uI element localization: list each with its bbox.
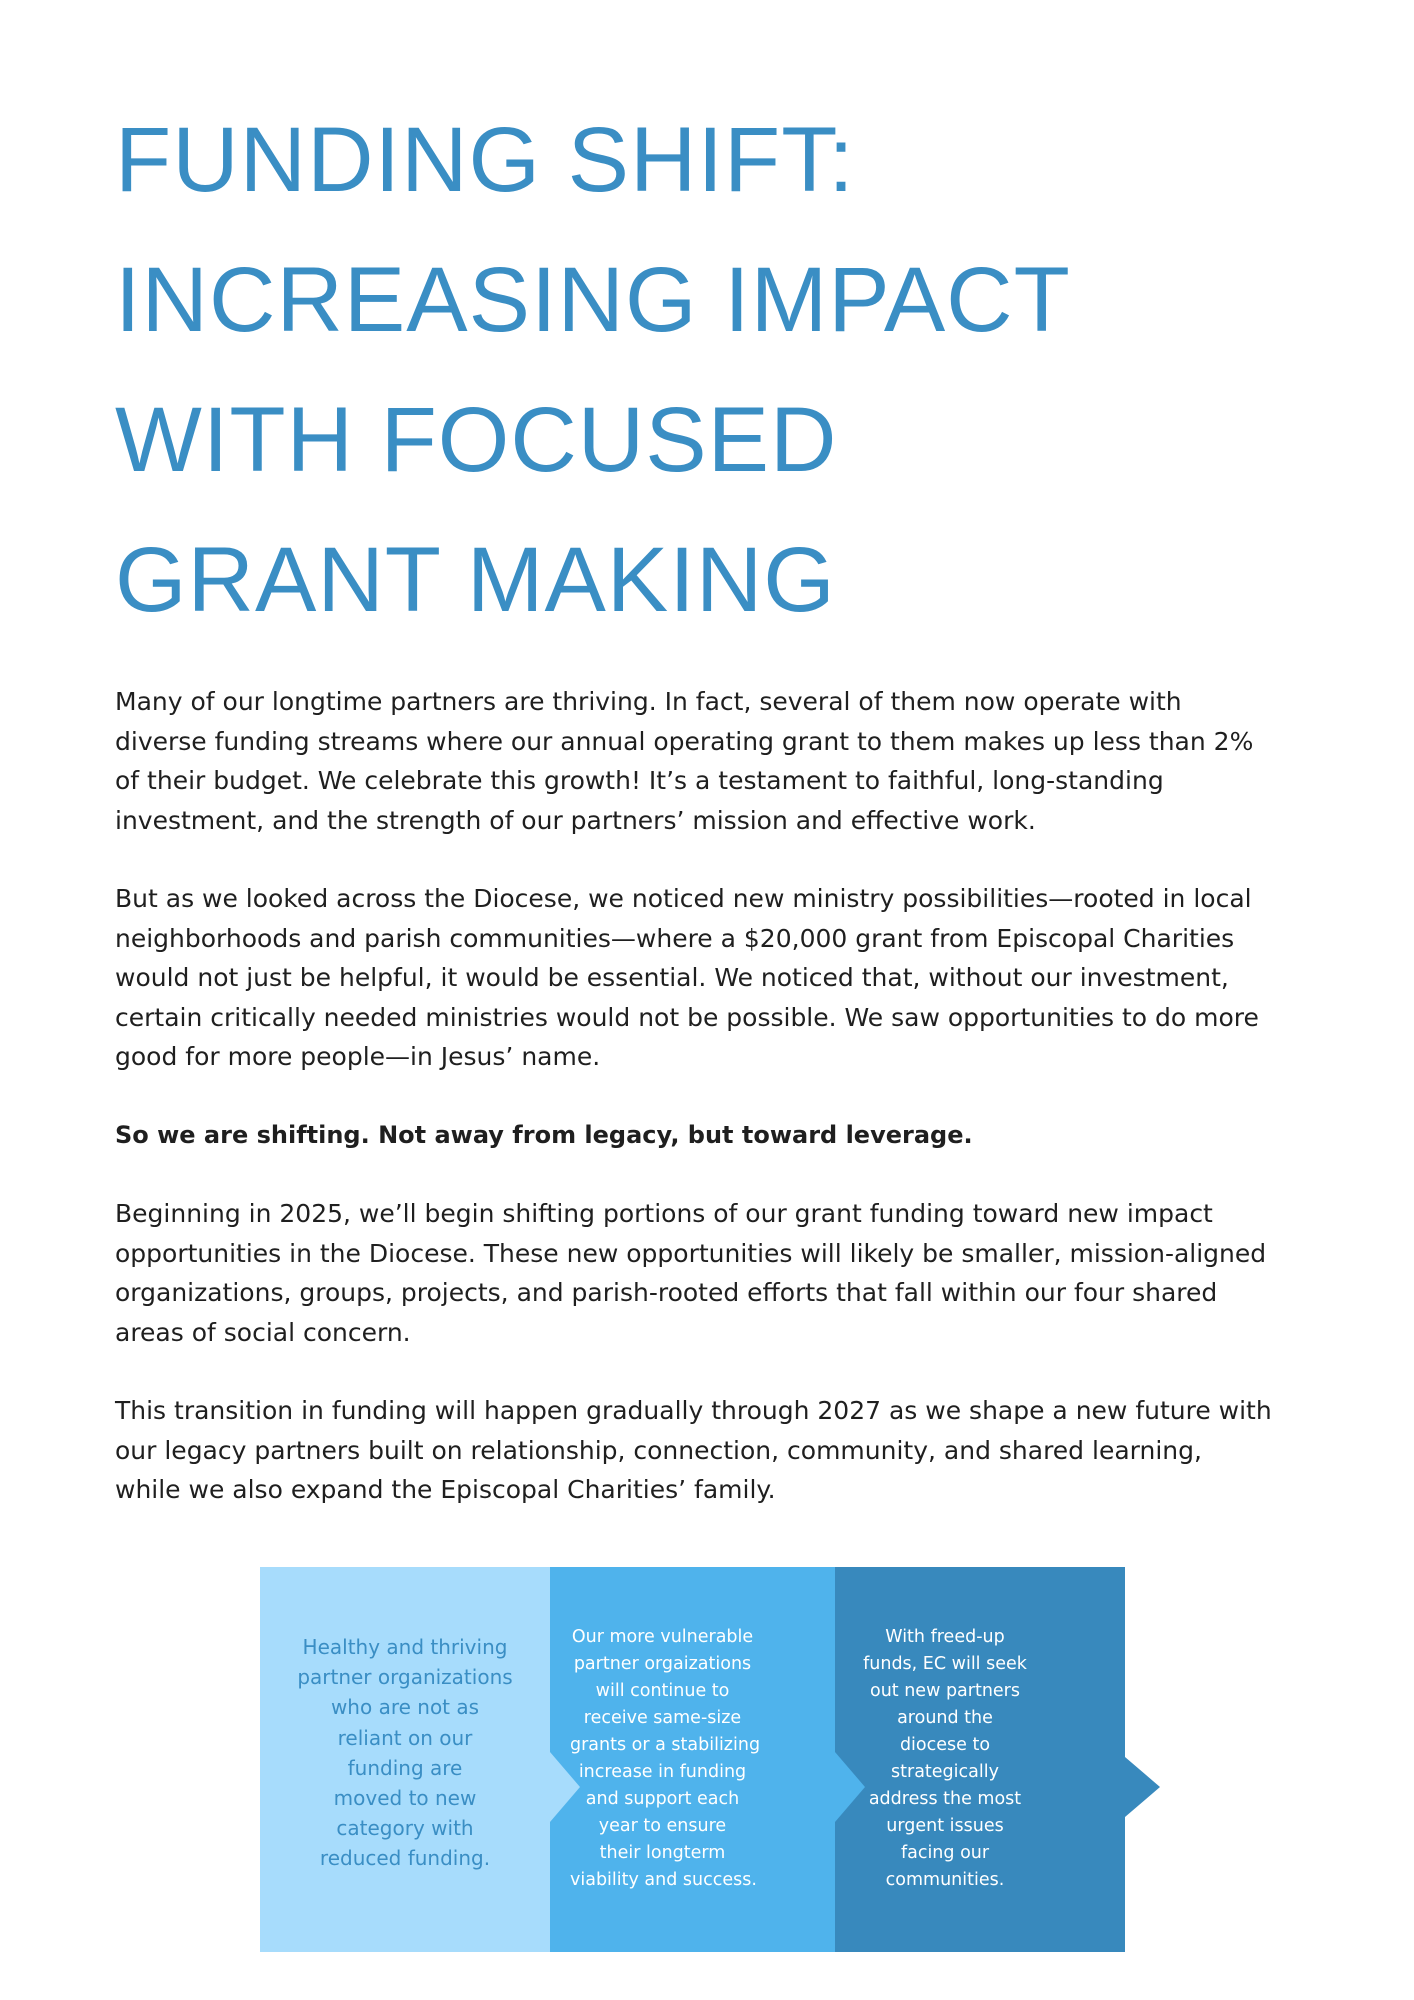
panel-line: receive same-size — [583, 1708, 742, 1728]
page-title — [115, 90, 1265, 650]
panel-line: With freed-up — [885, 1627, 1005, 1647]
panel-line: communities. — [885, 1870, 1005, 1890]
panel-line: around the — [897, 1708, 993, 1728]
panel-line: year to ensure — [598, 1816, 727, 1836]
panel-line: partner orgaizations — [573, 1654, 752, 1674]
panel-line: will continue to — [595, 1681, 730, 1701]
panel-line: funds, EC will seek — [863, 1654, 1027, 1674]
title-line: INCREASING IMPACT — [115, 249, 1071, 351]
panel-line: their longterm — [599, 1843, 726, 1863]
title-line: WITH FOCUSED — [115, 389, 838, 491]
body-text — [115, 682, 1275, 1549]
paragraph-thriving-partners: Many of our longtime partners are thriving. In fact, several of them now operate with diverse funding streams where our annual operating grant to them makes up less than 2% of their budget. We celebrate this growth! It’s a testament to faithful, long-standing investment, and the strength of our partners’ mission and effective work. — [115, 687, 1254, 835]
paragraph-beginning-2025: Beginning in 2025, we’ll begin shifting portions of our grant funding toward new impact opportunities in the Diocese. These new opportunities will likely be smaller, mission-aligned organizations, groups, projects, and parish-rooted efforts that fall within our four shared areas of social concern. — [115, 1199, 1267, 1347]
title-line: GRANT MAKING — [115, 529, 836, 631]
panel-line: category with — [336, 1816, 474, 1841]
panel-line: and support each — [585, 1789, 740, 1809]
panel-line: strategically — [891, 1762, 999, 1782]
panel-line: who are not as — [330, 1695, 480, 1720]
paragraph-transition: This transition in funding will happen gradually through 2027 as we shape a new future with our legacy partners built on relationship, connection, community, and shared learning, while we also expand the Episcopal Charities’ family. — [115, 1396, 1272, 1504]
panel-line: moved to new — [333, 1786, 477, 1811]
panel-line: increase in funding — [578, 1762, 747, 1782]
panel-new-partners-text — [855, 1624, 1035, 1894]
panel-line: urgent issues — [886, 1816, 1004, 1836]
panel-line: diocese to — [899, 1735, 991, 1755]
panel-line: reduced funding. — [319, 1846, 491, 1871]
panel-line: Our more vulnerable — [571, 1627, 754, 1647]
paragraph-new-possibilities: But as we looked across the Diocese, we noticed new ministry possibilities—rooted in local neighborhoods and parish communities—where a $20,000 grant from Episcopal Charities would not just be helpful, it would be essential. We noticed that, without our investment, certain critically needed ministries would not be possible. We saw opportunities to do more good for more people—in Jesus’ name. — [115, 884, 1259, 1071]
panel-line: grants or a stabilizing — [570, 1735, 761, 1755]
panel-line: facing our — [900, 1843, 990, 1863]
title-line: FUNDING SHIFT: — [115, 109, 855, 211]
panel-line: address the most — [868, 1789, 1022, 1809]
panel-line: out new partners — [869, 1681, 1020, 1701]
panel-line: viability and success. — [570, 1870, 757, 1890]
panel-line: reliant on our — [337, 1725, 473, 1750]
panel-vulnerable-partners-text — [570, 1624, 761, 1894]
panel-line: partner organizations — [297, 1665, 513, 1690]
paragraph-shift-statement: So we are shifting. Not away from legacy, but toward leverage. — [115, 1120, 973, 1149]
funding-flow-graphic — [260, 1567, 1160, 1952]
panel-line: funding are — [347, 1755, 463, 1780]
panel-line: Healthy and thriving — [302, 1635, 508, 1659]
panel-thriving-partners-text — [290, 1632, 520, 1874]
